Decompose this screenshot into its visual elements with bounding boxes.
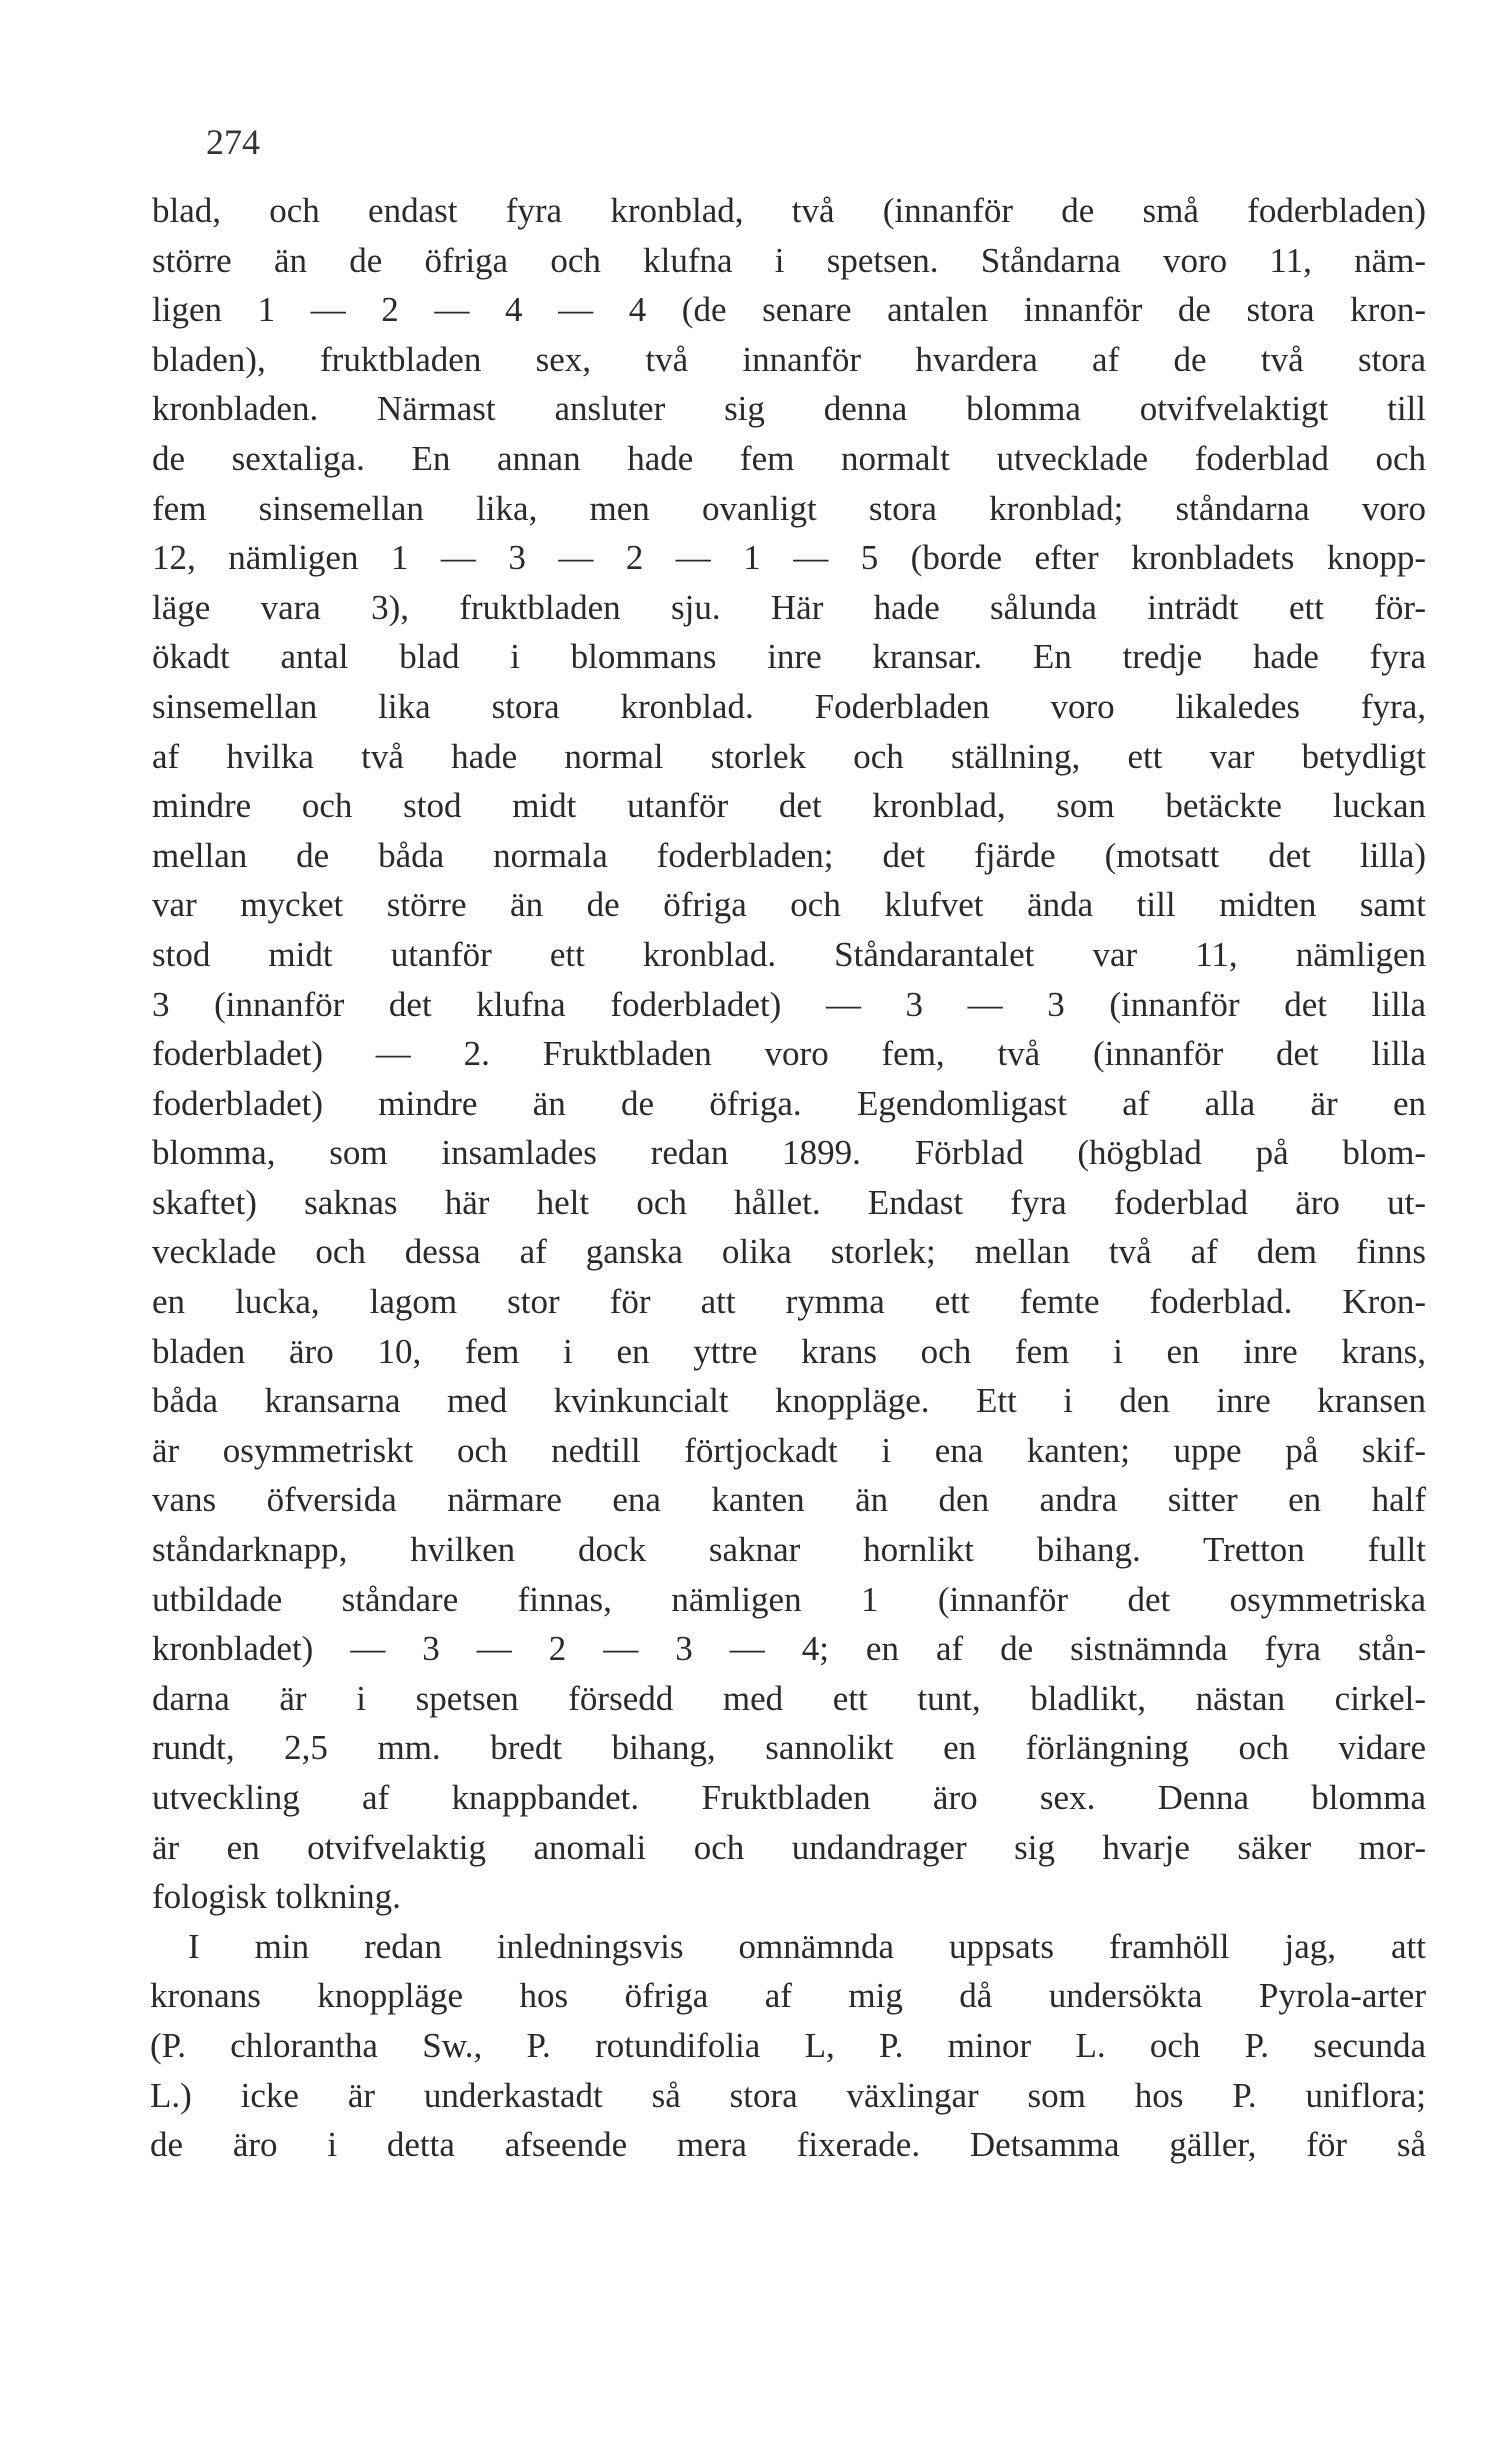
text-line: rundt, 2,5 mm. bredt bihang, sannolikt en förlängning och vidare <box>152 1728 1426 1768</box>
text-line: vans öfversida närmare ena kanten än den andra sitter en half <box>152 1480 1426 1520</box>
text-line: sinsemellan lika stora kronblad. Foderbladen voro likaledes fyra, <box>152 686 1426 726</box>
text-line: var mycket större än de öfriga och klufvet ända till midten samt <box>152 885 1426 925</box>
text-line: L.) icke är underkastadt så stora växlingar som hos P. uniflora; <box>150 2075 1426 2115</box>
text-line: är osymmetriskt och nedtill förtjockadt i ena kanten; uppe på skif- <box>152 1430 1426 1470</box>
text-line: bladen äro 10, fem i en yttre krans och fem i en inre krans, <box>152 1331 1426 1371</box>
paragraph <box>152 1922 1426 2170</box>
text-line: fologisk tolkning. <box>152 1877 401 1917</box>
text-line: de sextaliga. En annan hade fem normalt utvecklade foderblad och <box>152 438 1426 478</box>
text-line: fem sinsemellan lika, men ovanligt stora kronblad; ståndarna voro <box>152 488 1426 528</box>
text-line: större än de öfriga och klufna i spetsen. Ståndarna voro 11, näm- <box>152 240 1426 280</box>
text-line: blomma, som insamlades redan 1899. Förblad (högblad på blom- <box>152 1133 1426 1173</box>
text-line: bladen), fruktbladen sex, två innanför hvardera af de två stora <box>152 339 1426 379</box>
text-line: (P. chlorantha Sw., P. rotundifolia L, P. minor L. och P. secunda <box>150 2025 1426 2065</box>
body-text <box>152 186 1426 2170</box>
text-line: foderbladet) — 2. Fruktbladen voro fem, två (innanför det lilla <box>152 1034 1426 1074</box>
text-line: utbildade ståndare finnas, nämligen 1 (innanför det osymmetriska <box>152 1579 1426 1619</box>
text-line: kronbladet) — 3 — 2 — 3 — 4; en af de sistnämnda fyra stån- <box>152 1629 1426 1669</box>
text-line: mindre och stod midt utanför det kronblad, som betäckte luckan <box>152 786 1426 826</box>
text-line: darna är i spetsen försedd med ett tunt, bladlikt, nästan cirkel- <box>152 1678 1426 1718</box>
page-number: 274 <box>206 122 260 162</box>
text-line: ökadt antal blad i blommans inre kransar. En tredje hade fyra <box>152 637 1426 677</box>
text-line: utveckling af knappbandet. Fruktbladen äro sex. Denna blomma <box>152 1778 1426 1817</box>
text-line: kronbladen. Närmast ansluter sig denna blomma otvifvelaktigt till <box>152 389 1426 429</box>
text-line: ståndarknapp, hvilken dock saknar hornlikt bihang. Tretton fullt <box>152 1530 1426 1570</box>
text-line: en lucka, lagom stor för att rymma ett femte foderblad. Kron- <box>152 1282 1426 1322</box>
text-line: de äro i detta afseende mera fixerade. Detsamma gäller, för så <box>150 2125 1426 2165</box>
paragraph <box>152 186 1426 1922</box>
text-line: 3 (innanför det klufna foderbladet) — 3 — 3 (innanför det lilla <box>152 984 1426 1024</box>
text-line: läge vara 3), fruktbladen sju. Här hade sålunda inträdt ett för- <box>152 587 1426 627</box>
text-line: båda kransarna med kvinkuncialt knoppläge. Ett i den inre kransen <box>152 1381 1426 1421</box>
text-line: blad, och endast fyra kronblad, två (innanför de små foderbladen) <box>152 191 1426 230</box>
text-line: af hvilka två hade normal storlek och ställning, ett var betydligt <box>152 736 1426 776</box>
text-line: skaftet) saknas här helt och hållet. Endast fyra foderblad äro ut- <box>152 1182 1426 1222</box>
text-line: foderbladet) mindre än de öfriga. Egendomligast af alla är en <box>152 1083 1426 1123</box>
text-line: kronans knoppläge hos öfriga af mig då undersökta Pyrola-arter <box>150 1976 1426 2016</box>
text-line: vecklade och dessa af ganska olika storlek; mellan två af dem finns <box>152 1232 1426 1272</box>
text-line: 12, nämligen 1 — 3 — 2 — 1 — 5 (borde efter kronbladets knopp- <box>152 538 1426 578</box>
text-line: I min redan inledningsvis omnämnda uppsats framhöll jag, att <box>188 1926 1426 1966</box>
text-line: är en otvifvelaktig anomali och undandrager sig hvarje säker mor- <box>152 1827 1426 1867</box>
text-line: ligen 1 — 2 — 4 — 4 (de senare antalen innanför de stora kron- <box>152 290 1426 330</box>
text-line: stod midt utanför ett kronblad. Ståndarantalet var 11, nämligen <box>152 934 1426 974</box>
text-line: mellan de båda normala foderbladen; det fjärde (motsatt det lilla) <box>152 835 1426 875</box>
